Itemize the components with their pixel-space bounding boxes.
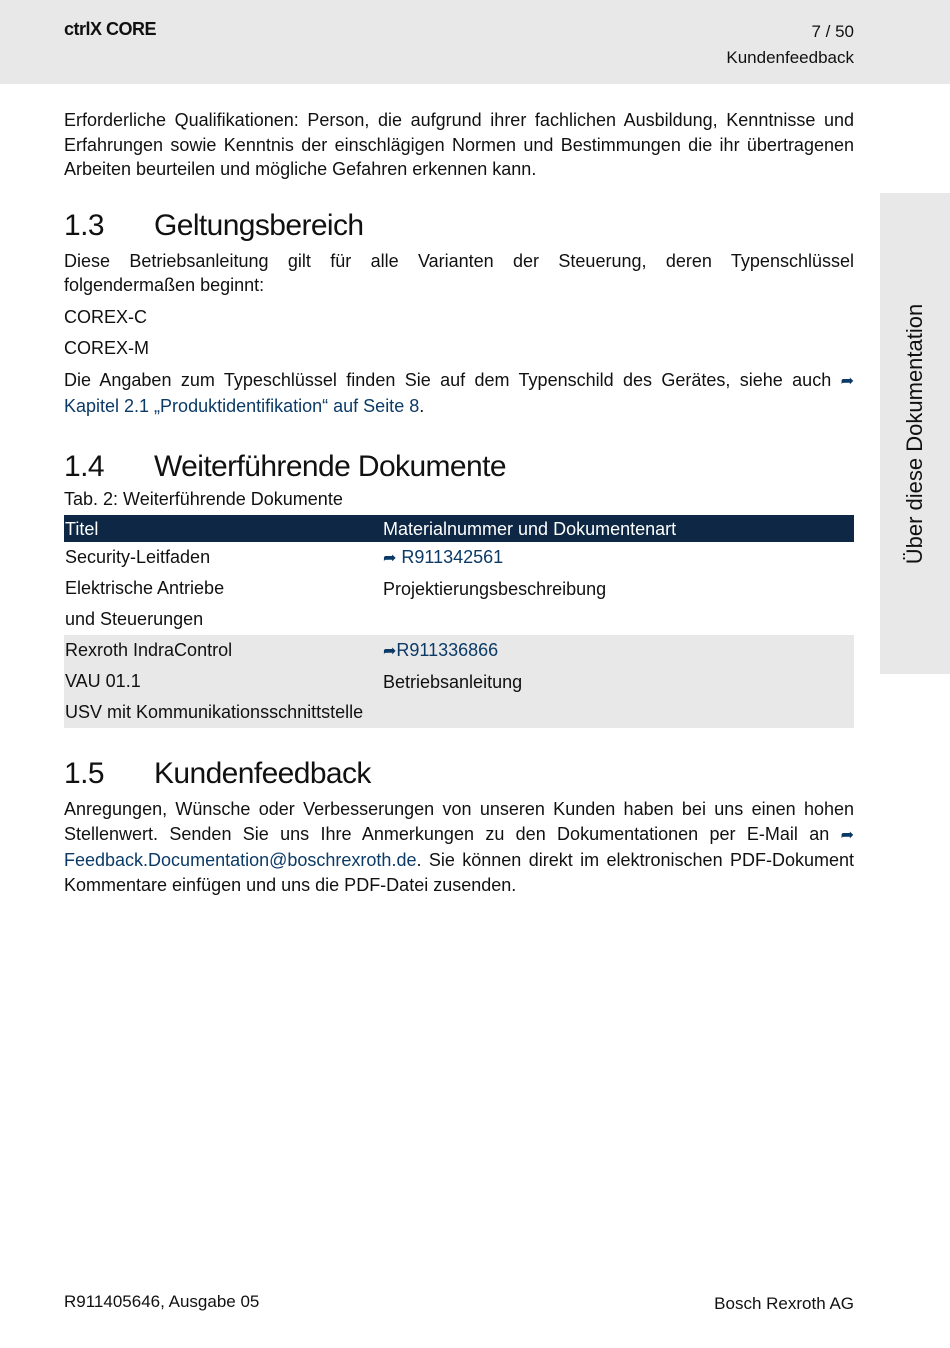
feedback-paragraph <box>64 797 854 897</box>
page-header <box>0 0 950 84</box>
arrow-right-icon: ➦ <box>840 372 854 390</box>
table-row <box>64 635 854 728</box>
feedback-email-link[interactable]: Feedback.Documentation@boschrexroth.de <box>64 850 417 870</box>
product-name: ctrlX CORE <box>64 19 157 39</box>
row-title-line: Rexroth IndraControl <box>65 640 233 660</box>
section-number: 1.5 <box>64 757 104 790</box>
table-header-row <box>64 515 854 542</box>
column-header-material: Materialnummer und Dokumentenart <box>382 515 854 542</box>
chapter-tab <box>880 193 950 674</box>
section-title: Geltungsbereich <box>154 208 364 242</box>
material-number[interactable]: R911342561 <box>401 547 504 567</box>
section-title: Weiterführende Dokumente <box>154 449 506 483</box>
arrow-right-icon: ➦ <box>383 643 397 660</box>
section-heading-1-4 <box>64 449 854 485</box>
table-row <box>64 542 854 635</box>
feedback-text: Anregungen, Wünsche oder Verbesserungen von unseren Kunden haben bei uns einen hohen Stellenwert. Senden Sie uns Ihre Anmerkungen zu den Dokumentationen per E-Mail an <box>64 799 854 844</box>
type-key-reference <box>64 368 854 419</box>
row-title-line: und Steuerungen <box>65 609 204 629</box>
arrow-right-icon: ➦ <box>840 826 854 844</box>
chapter-link[interactable]: Kapitel 2.1 „Produktidentifikation“ auf Seite 8 <box>64 396 420 416</box>
page-number: 7 / 50 <box>811 22 854 41</box>
table-caption: Tab. 2: Weiterführende Dokumente <box>64 488 343 509</box>
intro-paragraph: Erforderliche Qualifikationen: Person, die aufgrund ihrer fachlichen Ausbildung, Kenntnisse und Erfahrungen sowie Kenntnis der einschlägigen Normen und Bestimmungen die ihr übertragenen Arbeiten beurteilen und mögliche Gefahren erkennen kann. <box>64 110 854 179</box>
chapter-tab-label: Über diese Dokumentation <box>902 303 927 564</box>
column-header-title: Titel <box>64 515 382 542</box>
footer-company: Bosch Rexroth AG <box>714 1294 854 1313</box>
material-number-link[interactable] <box>383 635 853 667</box>
row-title-line: USV mit Kommunikationsschnittstelle <box>65 702 364 722</box>
row-title-line: VAU 01.1 <box>65 671 141 691</box>
reference-end: . <box>419 396 425 416</box>
documents-table <box>64 515 854 728</box>
variant-corex-c: COREX-C <box>64 306 148 327</box>
variant-corex-m: COREX-M <box>64 338 149 358</box>
material-number-link[interactable] <box>383 542 853 574</box>
header-right <box>726 19 854 71</box>
feedback-text-end: . Sie können direkt im elektronischen PDF-Dokument Kommentare einfügen und uns die PDF-Datei zusenden. <box>64 850 854 895</box>
material-number[interactable]: R911336866 <box>396 640 499 660</box>
reference-text: Die Angaben zum Typeschlüssel finden Sie auf dem Typenschild des Gerätes, siehe auch <box>64 369 832 390</box>
row-title <box>64 542 382 635</box>
row-title <box>64 635 382 728</box>
section-heading-1-5 <box>64 756 854 792</box>
section-number: 1.4 <box>64 449 104 483</box>
row-material <box>382 635 854 728</box>
row-material <box>382 542 854 635</box>
running-section-title: Kundenfeedback <box>726 48 854 67</box>
document-type: Betriebsanleitung <box>383 672 523 692</box>
row-title-line: Elektrische Antriebe <box>65 578 225 598</box>
page-content <box>64 108 854 897</box>
scope-paragraph: Diese Betriebsanleitung gilt für alle Varianten der Steuerung, deren Typenschlüssel folgendermaßen beginnt: <box>64 250 854 295</box>
row-title-line: Security-Leitfaden <box>65 547 211 567</box>
section-title: Kundenfeedback <box>154 757 371 790</box>
footer-document-id: R911405646, Ausgabe 05 <box>64 1292 260 1311</box>
document-type: Projektierungsbeschreibung <box>383 579 607 599</box>
section-heading-1-3 <box>64 208 854 244</box>
section-number: 1.3 <box>64 208 104 242</box>
arrow-right-icon: ➦ <box>383 550 397 567</box>
